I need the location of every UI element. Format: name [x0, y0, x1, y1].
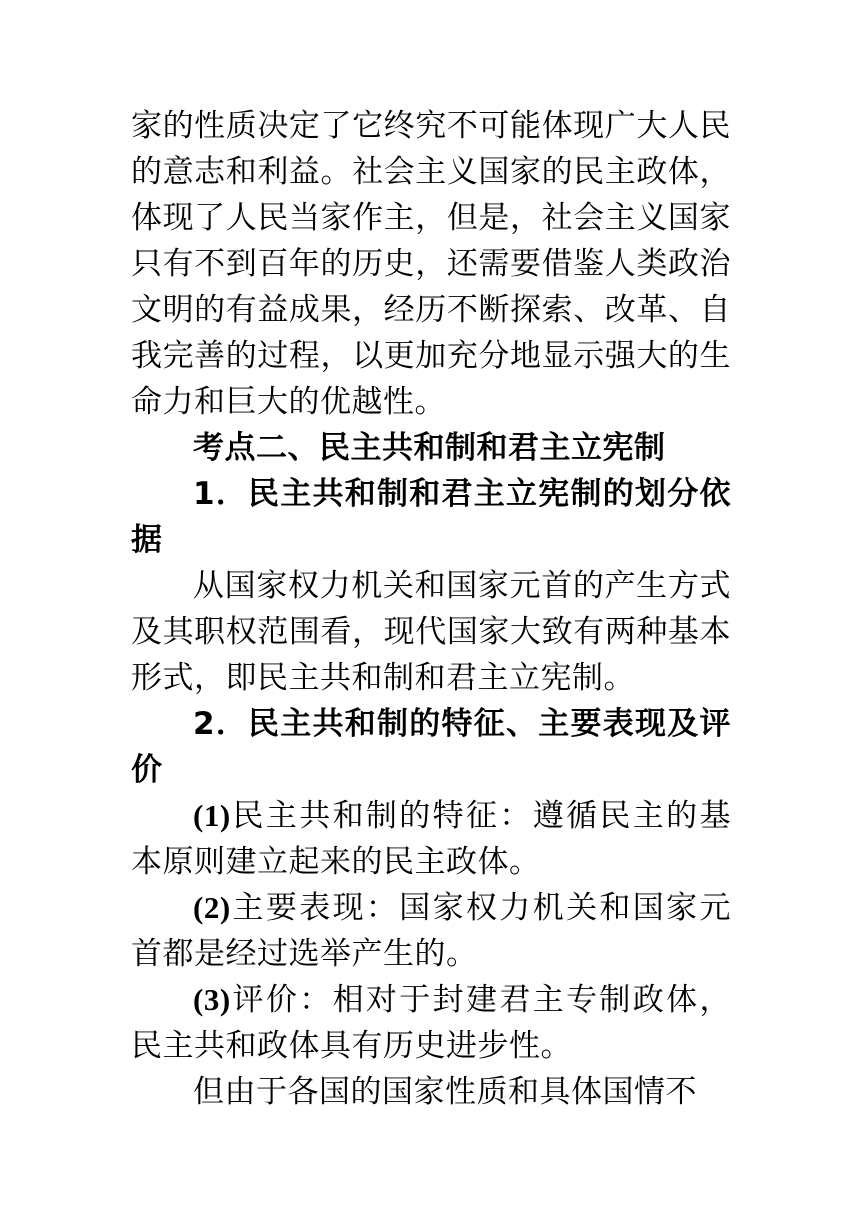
list-item-3: [131, 977, 731, 1069]
paragraph-basis: 从国家权力机关和国家元首的产生方式及其职权范围看，现代国家大致有两种基本形式，即民主共和制和君主立宪制。: [131, 568, 731, 696]
list-item-1: [131, 793, 731, 885]
list-item-3-label: (3): [193, 982, 231, 1017]
paragraph-continuation: 家的性质决定了它终究不可能体现广大人民的意志和利益。社会主义国家的民主政体，体现了人民当家作主，但是，社会主义国家只有不到百年的历史，还需要借鉴人类政治文明的有益成果，经历不断探索、改革、自我完善的过程，以更加充分地显示强大的生命力和巨大的优越性。: [131, 108, 731, 420]
list-item-2-text: 主要表现：国家权力机关和国家元首都是经过选举产生的。: [131, 890, 731, 972]
list-item-3-text: 评价：相对于封建君主专制政体，民主共和政体具有历史进步性。: [131, 982, 731, 1064]
list-item-1-label: (1): [193, 798, 231, 833]
subsection-title-1: 1．民主共和制和君主立宪制的划分依据: [131, 476, 731, 558]
document-page: [131, 103, 731, 1115]
paragraph-trailing: 但由于各国的国家性质和具体国情不: [193, 1074, 697, 1110]
list-item-1-text: 民主共和制的特征：遵循民主的基本原则建立起来的民主政体。: [131, 798, 731, 880]
list-item-2-label: (2): [193, 890, 231, 925]
list-item-2: [131, 885, 731, 977]
section-title: 考点二、民主共和制和君主立宪制: [193, 430, 666, 466]
subsection-title-2: 2．民主共和制的特征、主要表现及评价: [131, 706, 731, 788]
